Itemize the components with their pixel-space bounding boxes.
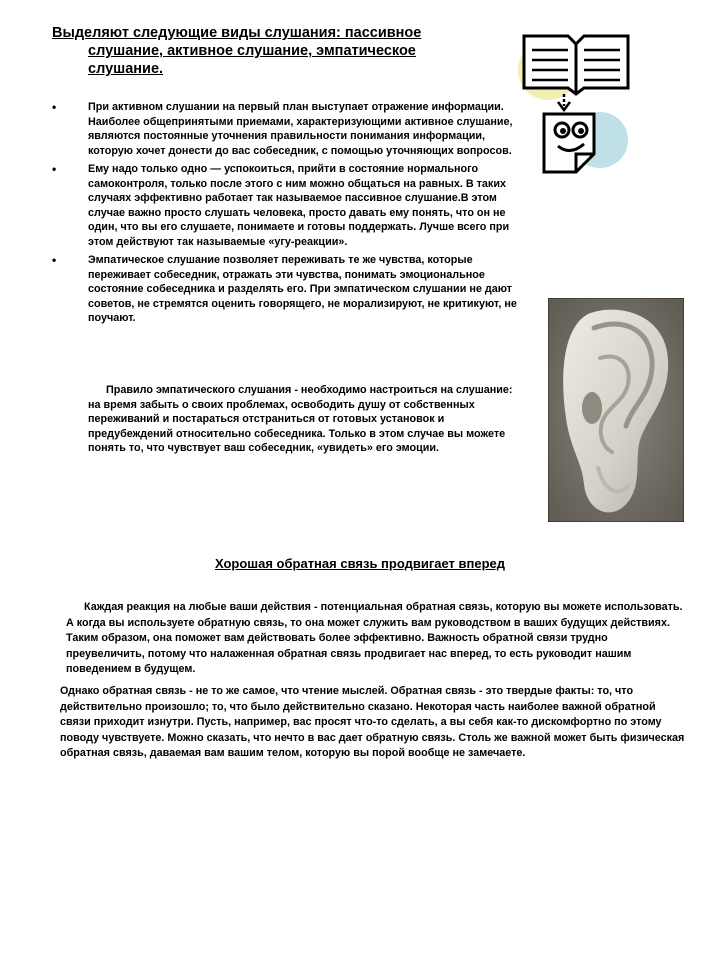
heading-line-1: Выделяют следующие виды слушания: пассивное	[52, 25, 422, 41]
face-icon	[544, 114, 594, 172]
ear-canal-shadow	[582, 392, 602, 424]
open-book-icon	[524, 36, 628, 94]
bullet-empathic-listening	[52, 253, 522, 326]
feedback-subheading: Хорошая обратная связь продвигает вперед	[214, 556, 506, 571]
bullet-dot: •	[52, 253, 57, 267]
rule-text: Правило эмпатического слушания - необходимо настроиться на слушание: на время забыть о своих проблемах, освободить душу от собственных переживаний и постараться отстраниться от готовых установок и предубеждений относительно собеседника. Только в этом случае вы можете понять то, что чувствует ваш собеседник, «увидеть» его эмоции.	[88, 384, 513, 454]
heading-line-2: слушание, активное слушание, эмпатическое	[88, 43, 416, 59]
bullet-passive-listening	[52, 162, 522, 249]
ear-photo	[548, 298, 684, 522]
feedback-paragraph-1: Каждая реакция на любые ваши действия - потенциальная обратная связь, которую вы можете использовать. А когда вы используете обратную связь, то она может служить вам руководством в ваших будущих действиях. Таким образом, она поможет вам действовать более эффективно. Важность обратной связи трудно преувеличить, потому что налаженная обратная связь продвигает нас вперед, то есть руководит нашим поведением в будущем.	[66, 601, 683, 675]
book-face-illustration	[518, 22, 633, 177]
listening-types-list	[52, 100, 522, 330]
empathic-rule-paragraph	[88, 383, 518, 456]
bullet-text: Ему надо только одно — успокоиться, прийти в состояние нормального самоконтроля, только после этого с ним можно общаться на равных. В таких случаях эффективно работает так называемое пассивное слушание.В этом случае важно просто слушать человека, просто давать ему понять, что он не один, что вы его слушаете, понимаете и готовы поддержать. Лучше всего при этом действуют так называемые «угу-реакции».	[88, 163, 510, 248]
bullet-active-listening	[52, 100, 522, 158]
feedback-paragraph-2: Однако обратная связь - не то же самое, что чтение мыслей. Обратная связь - это твердые факты: то, что действительно произошло; то, что было действительно сказано. Некоторая часть наиболее важной обратной связи приходит изнутри. Пусть, например, вас просят что-то сделать, а вы себя как-то дискомфортно по этому поводу чувствуете. Можно сказать, что нечто в вас дает обратную связь. Столь же важной может быть физическая обратная связь, даваемая вам вашим телом, которую вы порой вообще не замечаете.	[60, 685, 685, 759]
bullet-dot: •	[52, 162, 57, 176]
bullet-text: Эмпатическое слушание позволяет переживать те же чувства, которые переживает собеседник, отражать эти чувства, понимать эмоциональное состояние собеседника и разделять его. При эмпатическом слушании не дают советов, не стремятся оценить говорящего, не морализируют, не критикуют, не поучают.	[88, 254, 517, 324]
bullet-text: При активном слушании на первый план выступает отражение информации. Наиболее общепринятыми приемами, характеризующими активное слушание, являются постоянные уточнения правильности понимания информации, которую хочет донести до вас собеседник, с помощью уточняющих вопросов.	[88, 101, 513, 157]
page-heading	[52, 24, 472, 78]
bullet-dot: •	[52, 100, 57, 114]
heading-line-3: слушание.	[88, 61, 164, 77]
